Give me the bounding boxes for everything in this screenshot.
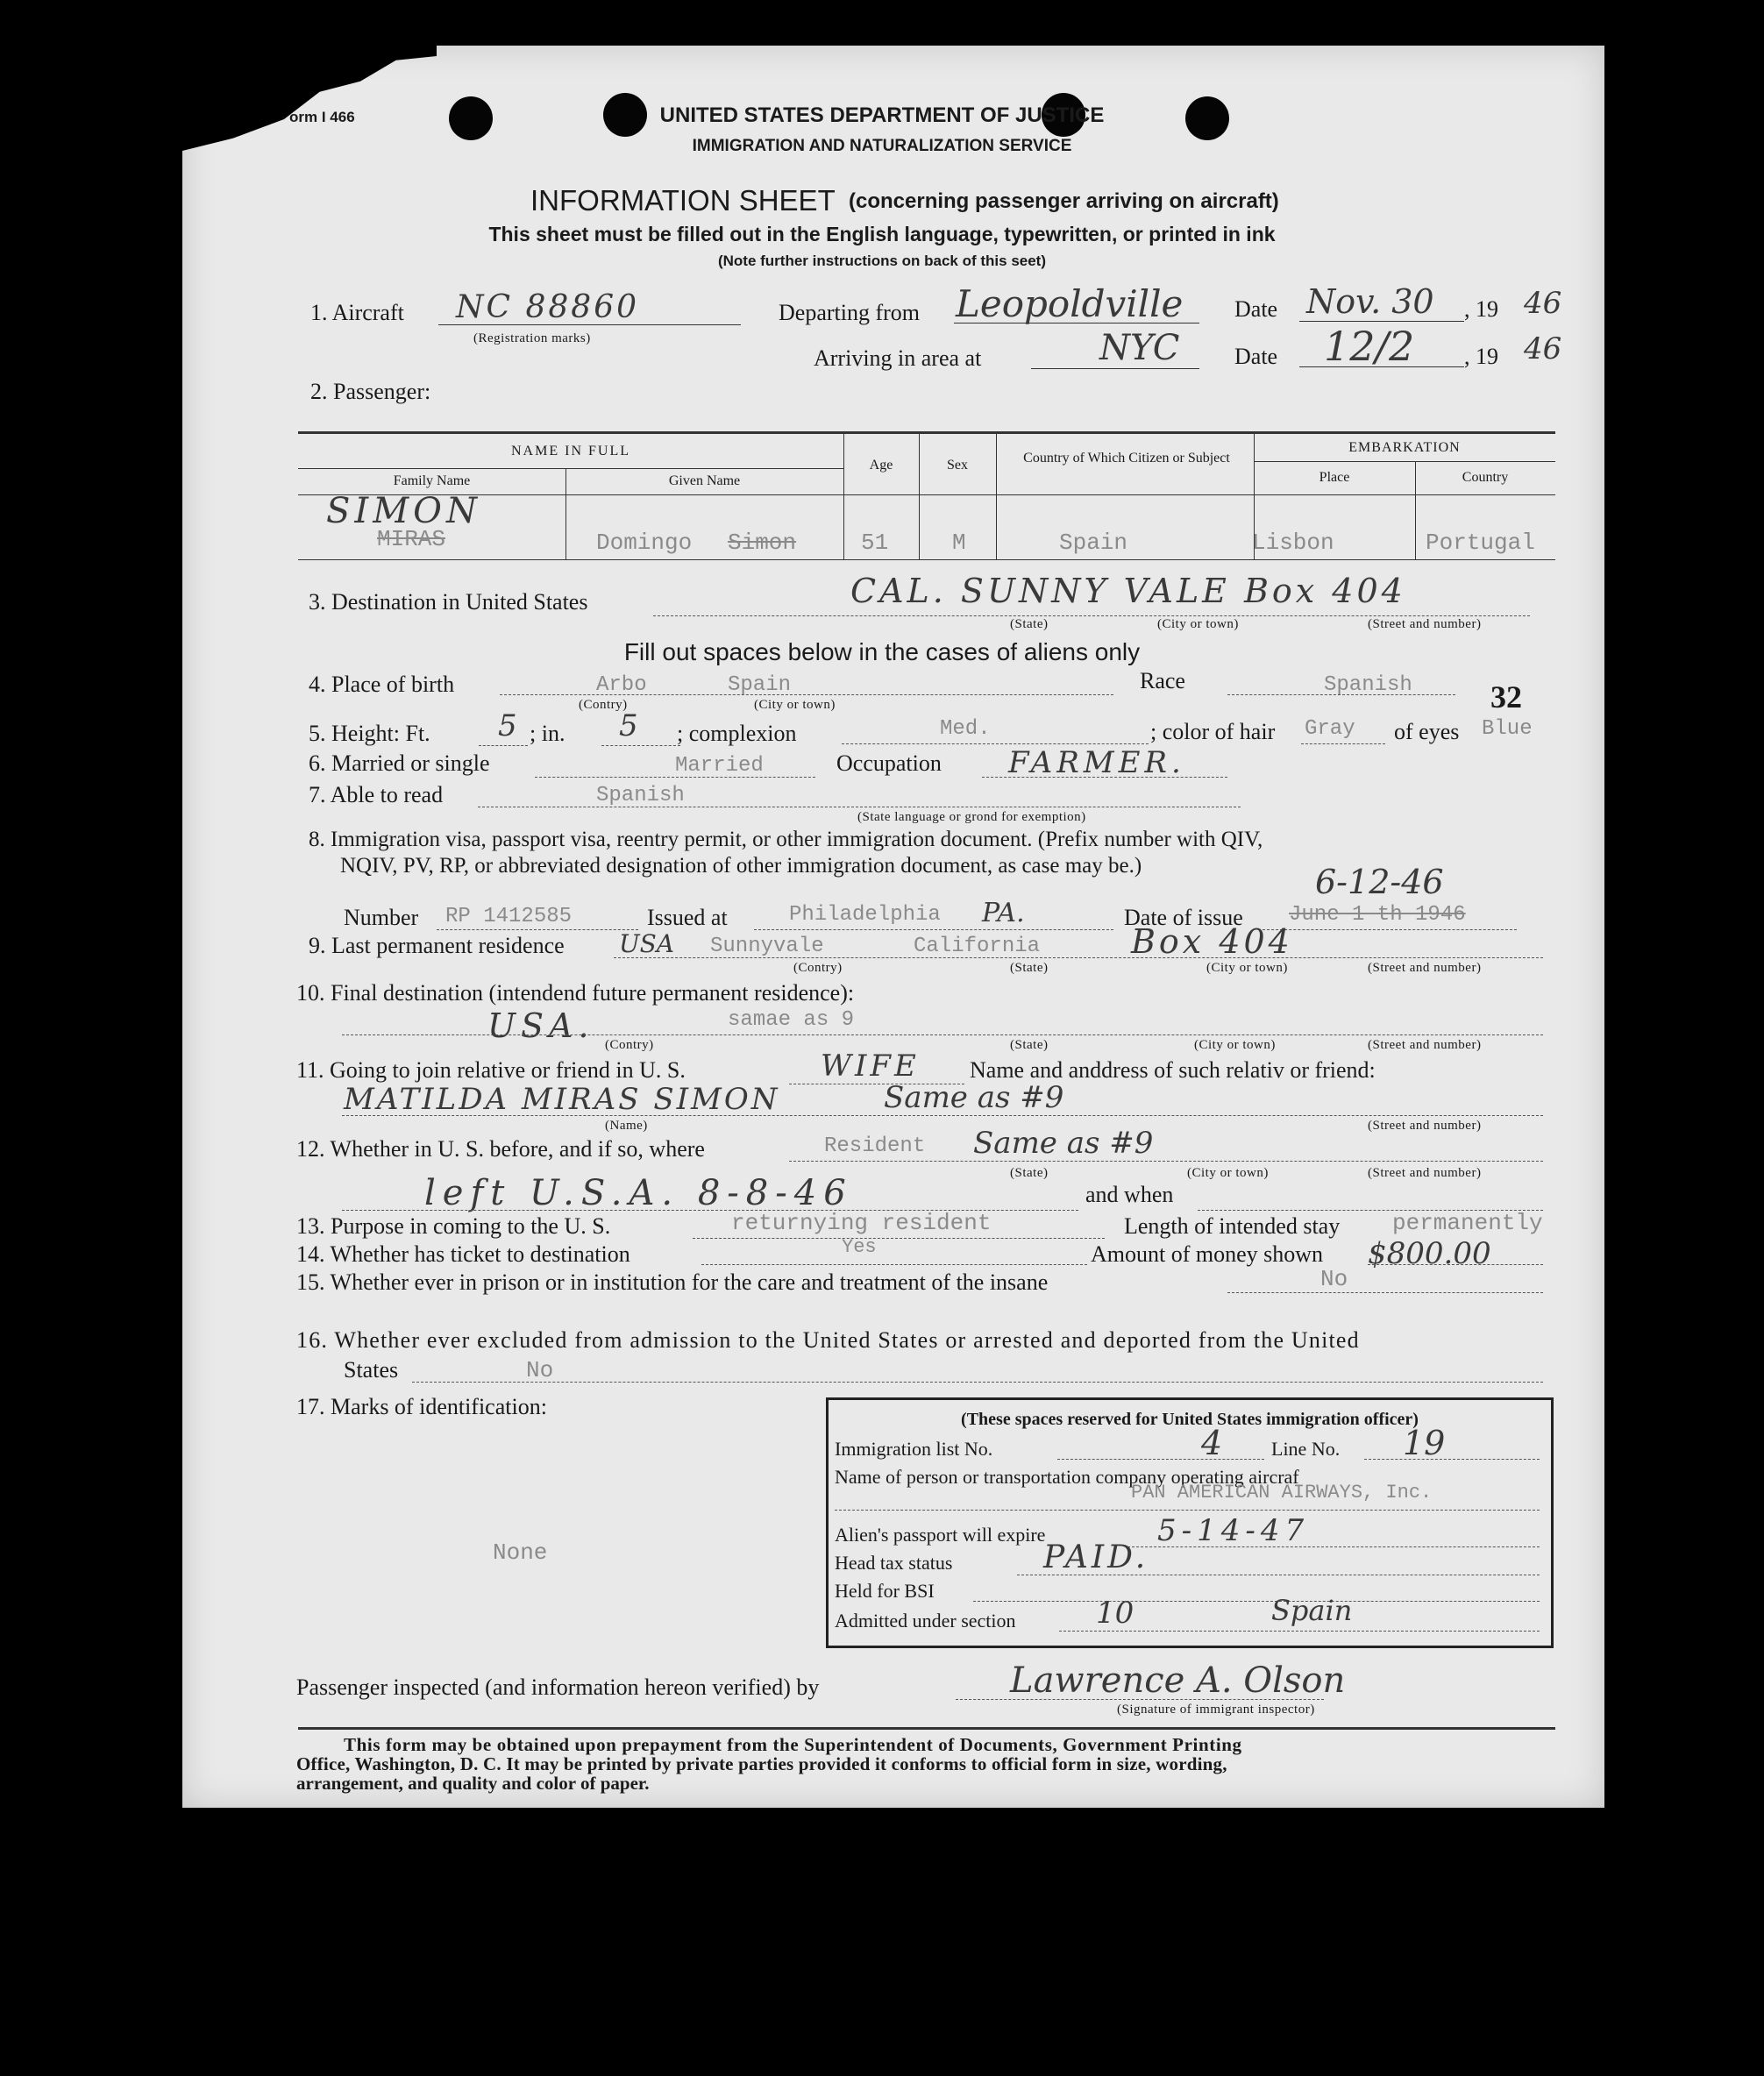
stamp-number: 32	[1490, 679, 1522, 715]
line-no-label: Line No.	[1271, 1438, 1341, 1460]
arriving-label: Arriving in area at	[814, 345, 982, 371]
visa-number-value: RP 1412585	[445, 905, 573, 928]
occupation-value: FARMER.	[1008, 745, 1185, 780]
form-title: INFORMATION SHEET	[530, 184, 836, 217]
occupation-label: Occupation	[836, 750, 942, 776]
signature-caption: (Signature of immigrant inspector)	[1117, 1703, 1315, 1717]
section-value: 10	[1096, 1596, 1135, 1631]
final-dest-typed: samae as 9	[728, 1008, 855, 1032]
footer-line-3: arrangement, and quality and color of paper.	[296, 1773, 650, 1794]
before-cap-city: (City or town)	[1187, 1166, 1269, 1180]
dest-cap-city: (City or town)	[1157, 617, 1239, 631]
citizen-value: Spain	[1059, 530, 1128, 556]
prison-value: No	[1320, 1266, 1348, 1292]
read-label: 7. Able to read	[309, 782, 444, 807]
birthplace-label: 4. Place of birth	[309, 672, 455, 697]
marks-label: 17. Marks of identification:	[296, 1394, 547, 1419]
operator-value: PAN AMERICAN AIRWAYS, Inc.	[1131, 1482, 1433, 1504]
registration-caption: (Registration marks)	[473, 331, 591, 345]
birth-cap-city: (City or town)	[754, 698, 836, 712]
marks-value: None	[493, 1539, 548, 1566]
head-tax-label: Head tax status	[835, 1552, 953, 1574]
depart-date-label: Date	[1234, 296, 1278, 322]
and-when-label: and when	[1085, 1182, 1174, 1207]
visa-number-label: Number	[344, 905, 419, 930]
us-before-hand: Same as #9	[973, 1126, 1154, 1161]
given-name-typed: Domingo	[596, 530, 693, 556]
stay-value: permanently	[1392, 1210, 1543, 1236]
embark-country-value: Portugal	[1426, 530, 1535, 556]
race-label: Race	[1140, 668, 1185, 693]
aircraft-value: NC 88860	[456, 289, 640, 325]
marital-value: Married	[675, 754, 764, 778]
passport-expire-label: Alien's passport will expire	[835, 1524, 1046, 1546]
head-tax-value: PAID.	[1043, 1539, 1149, 1575]
height-ft-value: 5	[498, 708, 517, 743]
read-caption: (State language or grond for exemption)	[857, 810, 1086, 824]
ticket-value: Yes	[842, 1236, 877, 1258]
th-country: Country	[1462, 470, 1509, 485]
arrive-year-prefix: , 19	[1464, 344, 1498, 369]
issued-at-hand: PA.	[982, 898, 1025, 928]
complexion-label: ; complexion	[677, 721, 797, 746]
age-value: 51	[861, 530, 889, 556]
final-cap-street: (Street and number)	[1368, 1038, 1482, 1052]
form-note: (Note further instructions on back of this seet)	[717, 252, 1047, 269]
eyes-value: Blue	[1482, 717, 1533, 741]
res-cap-state: (State)	[1010, 961, 1049, 975]
dest-cap-street: (Street and number)	[1368, 617, 1482, 631]
th-age: Age	[869, 458, 893, 473]
final-destination-label: 10. Final destination (intendend future permanent residence):	[296, 980, 855, 1006]
sex-value: M	[952, 530, 966, 556]
issue-date-label: Date of issue	[1124, 905, 1243, 930]
service-name: IMMIGRATION AND NATURALIZATION SERVICE	[692, 137, 1072, 155]
height-ft-label: 5. Height: Ft.	[309, 721, 430, 746]
destination-value: CAL. SUNNY VALE Box 404	[850, 572, 1406, 610]
th-country-citizen: Country of Which Citizen or Subject	[1023, 451, 1230, 466]
marital-label: 6. Married or single	[309, 750, 490, 776]
arriving-value: NYC	[1099, 328, 1180, 368]
depart-year-value: 46	[1524, 286, 1562, 321]
last-res-street: Box 404	[1131, 922, 1293, 961]
footer-line-1: This form may be obtained upon prepayment from the Superintendent of Documents, Government Printing	[344, 1734, 1242, 1755]
final-cap-country: (Contry)	[605, 1038, 654, 1052]
excluded-text-1: 16. Whether ever excluded from admission to the United States or arrested and deported from the United	[296, 1327, 1360, 1353]
form-subtitle: (concerning passenger arriving on aircraft)	[849, 189, 1279, 213]
birth-cap-country: (Contry)	[579, 698, 628, 712]
th-given-name: Given Name	[668, 473, 741, 488]
read-value: Spanish	[596, 784, 685, 807]
left-us-value: left U.S.A. 8-8-46	[424, 1173, 853, 1213]
list-no-label: Immigration list No.	[835, 1438, 993, 1460]
race-value: Spanish	[1324, 673, 1412, 697]
aliens-note: Fill out spaces below in the cases of aliens only	[623, 638, 1141, 665]
line-no-value: 19	[1403, 1424, 1446, 1462]
last-res-city: Sunnyvale	[710, 935, 824, 958]
relation-value: WIFE	[821, 1049, 920, 1084]
issue-date-value: June 1 th 1946	[1289, 903, 1466, 927]
family-name-typed: MIRAS	[377, 526, 446, 552]
passenger-label: 2. Passenger:	[310, 379, 431, 404]
relative-name-value: MATILDA MIRAS SIMON	[344, 1082, 780, 1117]
last-res-state: California	[914, 935, 1041, 958]
family-name-hand: SIMON	[326, 491, 481, 531]
list-no-value: 4	[1201, 1424, 1223, 1462]
th-family-name: Family Name	[393, 473, 471, 488]
relative-name-label: Name and anddress of such relativ or friend:	[970, 1057, 1376, 1083]
relative-address-value: Same as #9	[884, 1080, 1064, 1115]
issued-at-label: Issued at	[647, 905, 728, 930]
money-value: $800.00	[1368, 1236, 1491, 1271]
height-in-label: ; in.	[530, 721, 565, 746]
arrive-date-label: Date	[1234, 344, 1278, 369]
dest-cap-state: (State)	[1010, 617, 1049, 631]
purpose-label: 13. Purpose in coming to the U. S.	[296, 1213, 611, 1239]
departing-label: Departing from	[779, 300, 921, 325]
officer-box-title: (These spaces reserved for United States immigration officer)	[961, 1410, 1419, 1429]
res-cap-country: (Contry)	[793, 961, 843, 975]
stay-label: Length of intended stay	[1124, 1213, 1341, 1239]
th-name-in-full: NAME IN FULL	[511, 444, 630, 459]
given-name-struck: Simon	[728, 530, 797, 556]
before-cap-street: (Street and number)	[1368, 1166, 1482, 1180]
form-number: orm I 466	[289, 109, 355, 125]
footer-line-2: Office, Washington, D. C. It may be printed by private parties provided it conforms to official form in size, wording,	[296, 1753, 1227, 1774]
th-embarkation: EMBARKATION	[1348, 440, 1461, 455]
departing-value: Leopoldville	[956, 282, 1184, 325]
height-in-value: 5	[619, 708, 638, 743]
last-residence-label: 9. Last permanent residence	[309, 933, 565, 958]
final-cap-state: (State)	[1010, 1038, 1049, 1052]
ticket-label: 14. Whether has ticket to destination	[296, 1241, 630, 1267]
money-label: Amount of money shown	[1091, 1241, 1324, 1267]
relative-cap-name: (Name)	[605, 1119, 648, 1133]
visa-text-2: NQIV, PV, RP, or abbreviated designation of other immigration document, as case may be.)	[340, 854, 1142, 878]
arrive-date-value: 12/2	[1324, 323, 1415, 370]
th-sex: Sex	[947, 458, 968, 473]
birth-country-value: Arbo	[596, 673, 647, 697]
embark-place-value: Lisbon	[1252, 530, 1334, 556]
bsi-label: Held for BSI	[835, 1580, 935, 1602]
inspected-label: Passenger inspected (and information hereon verified) by	[296, 1674, 820, 1700]
relative-cap-street: (Street and number)	[1368, 1119, 1482, 1133]
arrive-year-value: 46	[1524, 331, 1562, 366]
excluded-value: No	[526, 1357, 554, 1383]
join-relative-label: 11. Going to join relative or friend in U. S.	[296, 1057, 686, 1083]
eyes-label: of eyes	[1394, 719, 1460, 744]
depart-year-prefix: , 19	[1464, 296, 1498, 322]
before-cap-state: (State)	[1010, 1166, 1049, 1180]
us-before-typed: Resident	[824, 1134, 926, 1158]
destination-label: 3. Destination in United States	[309, 589, 588, 615]
purpose-value: returnying resident	[731, 1210, 992, 1236]
inspector-signature: Lawrence A. Olson	[1010, 1660, 1346, 1701]
prison-label: 15. Whether ever in prison or in institution for the care and treatment of the insane	[296, 1269, 1049, 1295]
department-name: UNITED STATES DEPARTMENT OF JUSTICE	[659, 103, 1105, 127]
hair-label: ; color of hair	[1150, 719, 1276, 744]
last-res-country: USA	[619, 929, 674, 958]
res-cap-street: (Street and number)	[1368, 961, 1482, 975]
passport-expire-value: 5-14-47	[1157, 1513, 1310, 1548]
aircraft-label: 1. Aircraft	[310, 300, 404, 325]
section-label: Admitted under section	[835, 1610, 1016, 1632]
hair-value: Gray	[1305, 717, 1355, 741]
operator-label: Name of person or transportation company operating aircraf	[835, 1466, 1299, 1488]
visa-hand-date: 6-12-46	[1315, 863, 1444, 901]
res-cap-city: (City or town)	[1206, 961, 1288, 975]
final-dest-country: USA.	[487, 1006, 594, 1045]
form-instruction: This sheet must be filled out in the English language, typewritten, or printed in ink	[488, 223, 1276, 245]
birth-city-value: Spain	[728, 673, 792, 697]
excluded-text-2: States	[344, 1357, 399, 1383]
us-before-label: 12. Whether in U. S. before, and if so, where	[296, 1136, 705, 1162]
th-place: Place	[1319, 470, 1350, 485]
section-hand: Spain	[1271, 1594, 1353, 1627]
issued-at-value: Philadelphia	[789, 903, 941, 927]
complexion-value: Med.	[940, 717, 991, 741]
depart-date-value: Nov. 30	[1306, 282, 1434, 321]
final-cap-city: (City or town)	[1194, 1038, 1276, 1052]
visa-text-1: 8. Immigration visa, passport visa, reentry permit, or other immigration document. (Prefix number with QIV,	[309, 828, 1263, 851]
